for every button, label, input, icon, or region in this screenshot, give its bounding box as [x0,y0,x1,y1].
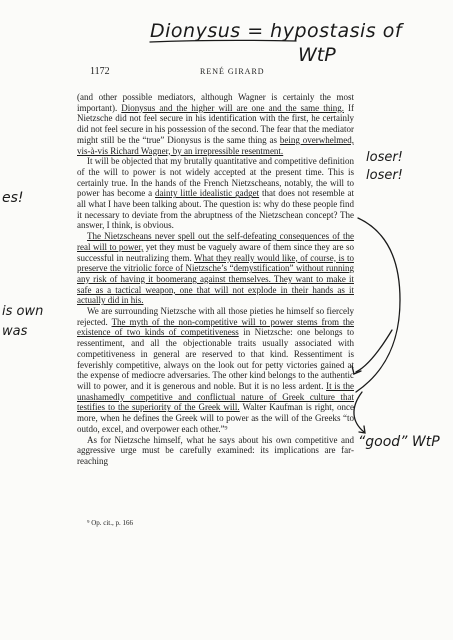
paragraph [77,435,354,467]
handwritten-margin-note-1: es! [2,190,24,206]
body-text [77,92,354,467]
handwritten-title: Dionysus = hypostasis of [150,20,403,42]
paragraph [77,156,354,231]
margin-arrow [356,330,392,372]
underlined-passage: dainty little idealistic gadget [155,188,260,199]
text-run: If Nietzsche did not feel secure in his identification with the first, he certainly did not feel secure in his possession of the second. The fear that the mediator might still be the “true” Dionysus is the same thing as [77,102,355,145]
underlined-passage: What they really would like, of course, is to preserve the vitriolic force of Nietzsche’s “demystification” without running any risk of having it boomerang against themselves. They want to make it safe as a tactical weapon, one that will not explode in their hands as it actually did in his. [77,252,354,306]
good-arrow [354,392,364,432]
handwritten-margin-note-2: is own [2,304,44,319]
text-run: yet they must be vaguely aware of them since they are so successful in neutralizing them. [77,241,354,263]
underlined-passage: Dionysus and the higher will are one and the same thing. [121,102,344,113]
text-run: We are surrounding Nietzsche with all those pieties he himself so fiercely rejected. [77,306,354,327]
paragraph [77,306,354,434]
text-run: that does not resemble at all what I have been talking about. The question is: why do these people find it necessary to deviate from the abruptness of the Nietzschean concept? The answer, I think, is obvious. [77,188,354,231]
text-run: As for Nietzsche himself, what he says about his own competitive and aggressive urge must be carefully examined: its implications are far-reaching [77,434,354,466]
handwritten-loser-2: loser! [366,168,403,183]
underlined-passage: The Nietzscheans never spell out the self-defeating consequences of the real will to power, [77,231,354,252]
good-arrowhead [359,426,365,433]
paragraph [77,231,354,306]
underlined-passage: The myth of the non-competitive will to power stems from the existence of two kinds of competitiveness [77,316,354,338]
handwritten-title-wtp: WtP [298,44,336,66]
running-head: RENÉ GIRARD [200,67,265,76]
text-run: in Nietzsche: one belongs to ressentiment, and all the objectionable traits usually associated with competitiveness in general are reserved to that kind. Ressentiment is feverishly competitive, always on the look out for petty victories gained at the expense of mediocre adversaries. The other kind belongs to the authentic will to power, and it is generous and noble. But it is no less ardent. [77,327,354,391]
handwritten-margin-note-3: was [2,324,28,339]
handwritten-good-wtp: “good” WtP [358,434,440,450]
page-number: 1172 [90,66,110,77]
text-run: (and other possible mediators, although Wagner is certainly the most important). [77,92,354,113]
underlined-passage: being overwhelmed, vis-à-vis Richard Wagner, by an irrepressible resentment. [77,134,354,156]
text-run: It will be objected that my brutally quantitative and competitive definition of the will to power is not widely accepted at the present time. This is certainly true. In the hands of the French Nietzscheans, notably, the will to power has become a [77,156,354,199]
underlined-passage: It is the unashamedly competitive and conflictual nature of Greek culture that testifies to the superiority of the Greek will. [77,380,355,413]
text-run: Walter Kaufman is right, once more, when he defines the Greek will to power as the will of the Greeks “to outdo, excel, and overpower each other.”⁹ [77,402,354,434]
paragraph [77,92,354,156]
footnote: ⁹ Op. cit., p. 166 [87,519,133,527]
handwritten-loser-1: loser! [366,150,403,165]
margin-bracket [356,218,400,392]
